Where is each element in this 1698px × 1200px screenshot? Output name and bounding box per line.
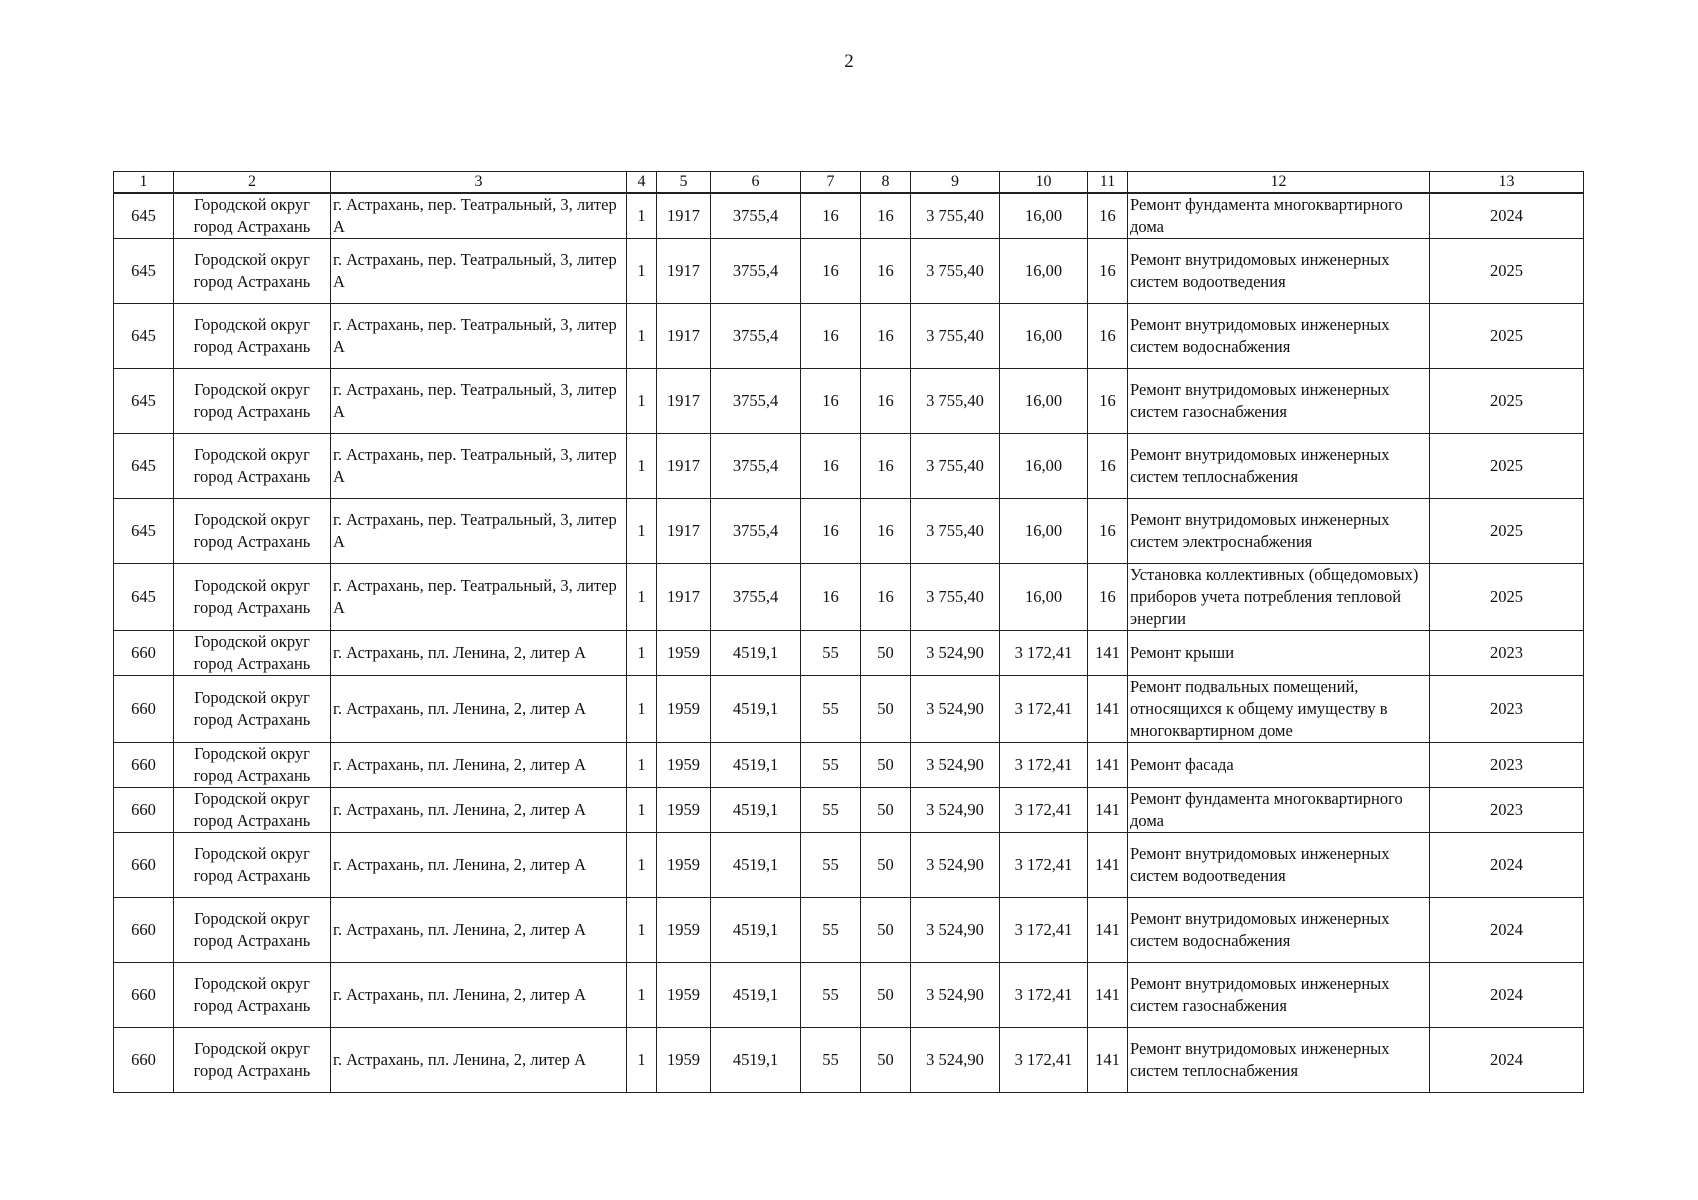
column-header-1: 1 xyxy=(114,172,174,194)
table-cell-col-11: 16 xyxy=(1088,564,1128,631)
table-cell-col-3: г. Астрахань, пер. Театральный, 3, литер А xyxy=(331,304,627,369)
table-cell-col-1: 660 xyxy=(114,743,174,788)
table-cell-col-13: 2024 xyxy=(1430,1028,1584,1093)
table-row xyxy=(114,788,1584,833)
table-cell-col-9: 3 755,40 xyxy=(911,304,1000,369)
table-cell-col-5: 1959 xyxy=(657,631,711,676)
table-cell-col-7: 16 xyxy=(801,499,861,564)
table-cell-col-1: 645 xyxy=(114,239,174,304)
table-cell-col-8: 16 xyxy=(861,499,911,564)
table-cell-col-6: 3755,4 xyxy=(711,564,801,631)
table-cell-col-7: 16 xyxy=(801,434,861,499)
table-row xyxy=(114,193,1584,239)
table-cell-col-8: 16 xyxy=(861,369,911,434)
table-cell-col-9: 3 755,40 xyxy=(911,434,1000,499)
column-header-9: 9 xyxy=(911,172,1000,194)
table-cell-col-8: 50 xyxy=(861,788,911,833)
table-cell-col-2: Городской округ город Астрахань xyxy=(174,564,331,631)
table-cell-col-4: 1 xyxy=(627,369,657,434)
table-cell-col-2: Городской округ город Астрахань xyxy=(174,239,331,304)
table-cell-col-5: 1959 xyxy=(657,833,711,898)
table-cell-col-4: 1 xyxy=(627,1028,657,1093)
table-cell-col-4: 1 xyxy=(627,963,657,1028)
table-cell-col-4: 1 xyxy=(627,239,657,304)
table-cell-col-6: 4519,1 xyxy=(711,1028,801,1093)
table-cell-col-6: 4519,1 xyxy=(711,833,801,898)
table-cell-col-3: г. Астрахань, пер. Театральный, 3, литер А xyxy=(331,193,627,239)
table-cell-col-3: г. Астрахань, пер. Театральный, 3, литер А xyxy=(331,434,627,499)
table-cell-col-11: 16 xyxy=(1088,369,1128,434)
table-cell-col-4: 1 xyxy=(627,434,657,499)
table-cell-col-3: г. Астрахань, пл. Ленина, 2, литер А xyxy=(331,743,627,788)
table-cell-col-12: Ремонт внутридомовых инженерных систем водоотведения xyxy=(1128,239,1430,304)
table-cell-col-11: 16 xyxy=(1088,434,1128,499)
table-cell-col-10: 16,00 xyxy=(1000,499,1088,564)
table-cell-col-5: 1917 xyxy=(657,499,711,564)
table-cell-col-1: 660 xyxy=(114,1028,174,1093)
table-cell-col-11: 141 xyxy=(1088,1028,1128,1093)
table-cell-col-13: 2024 xyxy=(1430,963,1584,1028)
table-cell-col-8: 16 xyxy=(861,564,911,631)
column-header-2: 2 xyxy=(174,172,331,194)
table-cell-col-11: 16 xyxy=(1088,304,1128,369)
table-cell-col-10: 3 172,41 xyxy=(1000,631,1088,676)
table-cell-col-8: 50 xyxy=(861,898,911,963)
table-cell-col-3: г. Астрахань, пл. Ленина, 2, литер А xyxy=(331,676,627,743)
table-cell-col-12: Ремонт внутридомовых инженерных систем водоснабжения xyxy=(1128,304,1430,369)
table-cell-col-8: 50 xyxy=(861,833,911,898)
table-cell-col-12: Ремонт крыши xyxy=(1128,631,1430,676)
table-cell-col-7: 16 xyxy=(801,369,861,434)
table-cell-col-9: 3 755,40 xyxy=(911,564,1000,631)
table-cell-col-4: 1 xyxy=(627,304,657,369)
table-cell-col-2: Городской округ город Астрахань xyxy=(174,898,331,963)
table-cell-col-8: 16 xyxy=(861,304,911,369)
table-cell-col-4: 1 xyxy=(627,898,657,963)
table-cell-col-4: 1 xyxy=(627,676,657,743)
column-header-11: 11 xyxy=(1088,172,1128,194)
table-cell-col-13: 2023 xyxy=(1430,676,1584,743)
table-cell-col-8: 50 xyxy=(861,631,911,676)
table-cell-col-2: Городской округ город Астрахань xyxy=(174,676,331,743)
table-cell-col-1: 660 xyxy=(114,631,174,676)
table-cell-col-12: Ремонт внутридомовых инженерных систем теплоснабжения xyxy=(1128,434,1430,499)
table-cell-col-2: Городской округ город Астрахань xyxy=(174,963,331,1028)
table-cell-col-9: 3 755,40 xyxy=(911,193,1000,239)
table-cell-col-8: 16 xyxy=(861,239,911,304)
table-cell-col-13: 2023 xyxy=(1430,631,1584,676)
table-row xyxy=(114,743,1584,788)
table-cell-col-8: 16 xyxy=(861,434,911,499)
table-cell-col-11: 141 xyxy=(1088,963,1128,1028)
column-header-3: 3 xyxy=(331,172,627,194)
table-cell-col-2: Городской округ город Астрахань xyxy=(174,369,331,434)
table-cell-col-5: 1959 xyxy=(657,963,711,1028)
table-cell-col-12: Ремонт фасада xyxy=(1128,743,1430,788)
table-cell-col-7: 16 xyxy=(801,193,861,239)
table-cell-col-3: г. Астрахань, пл. Ленина, 2, литер А xyxy=(331,788,627,833)
table-cell-col-6: 3755,4 xyxy=(711,239,801,304)
table-cell-col-10: 3 172,41 xyxy=(1000,963,1088,1028)
table-cell-col-8: 50 xyxy=(861,676,911,743)
table-cell-col-10: 3 172,41 xyxy=(1000,898,1088,963)
column-header-8: 8 xyxy=(861,172,911,194)
table-cell-col-6: 3755,4 xyxy=(711,369,801,434)
column-header-6: 6 xyxy=(711,172,801,194)
table-cell-col-2: Городской округ город Астрахань xyxy=(174,304,331,369)
table-cell-col-3: г. Астрахань, пер. Театральный, 3, литер А xyxy=(331,239,627,304)
table-cell-col-10: 3 172,41 xyxy=(1000,1028,1088,1093)
table-cell-col-3: г. Астрахань, пл. Ленина, 2, литер А xyxy=(331,833,627,898)
table-cell-col-5: 1917 xyxy=(657,369,711,434)
table-cell-col-5: 1959 xyxy=(657,898,711,963)
table-cell-col-10: 3 172,41 xyxy=(1000,743,1088,788)
table-cell-col-1: 645 xyxy=(114,369,174,434)
table-cell-col-12: Ремонт фундамента многоквартирного дома xyxy=(1128,193,1430,239)
table-cell-col-1: 660 xyxy=(114,898,174,963)
table-row xyxy=(114,564,1584,631)
table-cell-col-5: 1917 xyxy=(657,304,711,369)
table-cell-col-13: 2025 xyxy=(1430,434,1584,499)
column-header-10: 10 xyxy=(1000,172,1088,194)
table-cell-col-7: 16 xyxy=(801,564,861,631)
table-cell-col-3: г. Астрахань, пл. Ленина, 2, литер А xyxy=(331,1028,627,1093)
table-cell-col-7: 55 xyxy=(801,676,861,743)
table-cell-col-13: 2024 xyxy=(1430,833,1584,898)
table-cell-col-1: 645 xyxy=(114,304,174,369)
table-cell-col-9: 3 524,90 xyxy=(911,631,1000,676)
table-cell-col-4: 1 xyxy=(627,833,657,898)
table-cell-col-2: Городской округ город Астрахань xyxy=(174,499,331,564)
table-row xyxy=(114,833,1584,898)
table-cell-col-7: 55 xyxy=(801,833,861,898)
table-cell-col-13: 2024 xyxy=(1430,898,1584,963)
table-cell-col-11: 16 xyxy=(1088,193,1128,239)
table-cell-col-1: 645 xyxy=(114,564,174,631)
table-cell-col-8: 50 xyxy=(861,1028,911,1093)
table-cell-col-3: г. Астрахань, пер. Театральный, 3, литер А xyxy=(331,369,627,434)
table-row xyxy=(114,1028,1584,1093)
table-cell-col-1: 645 xyxy=(114,499,174,564)
table-cell-col-1: 660 xyxy=(114,676,174,743)
page-number: 2 xyxy=(844,51,854,72)
table-cell-col-10: 3 172,41 xyxy=(1000,788,1088,833)
table-cell-col-8: 50 xyxy=(861,743,911,788)
table-row xyxy=(114,434,1584,499)
table-cell-col-7: 55 xyxy=(801,631,861,676)
table-cell-col-5: 1917 xyxy=(657,239,711,304)
table-cell-col-7: 55 xyxy=(801,898,861,963)
table-cell-col-4: 1 xyxy=(627,499,657,564)
table-cell-col-9: 3 524,90 xyxy=(911,963,1000,1028)
table-cell-col-9: 3 755,40 xyxy=(911,369,1000,434)
table-body xyxy=(114,193,1584,1093)
table-cell-col-7: 55 xyxy=(801,963,861,1028)
table-cell-col-13: 2025 xyxy=(1430,369,1584,434)
table-cell-col-12: Ремонт внутридомовых инженерных систем электроснабжения xyxy=(1128,499,1430,564)
table-cell-col-11: 16 xyxy=(1088,239,1128,304)
table-cell-col-7: 16 xyxy=(801,239,861,304)
column-header-7: 7 xyxy=(801,172,861,194)
table-cell-col-12: Ремонт внутридомовых инженерных систем теплоснабжения xyxy=(1128,1028,1430,1093)
table-cell-col-8: 50 xyxy=(861,963,911,1028)
column-header-4: 4 xyxy=(627,172,657,194)
table-row xyxy=(114,963,1584,1028)
table-cell-col-10: 16,00 xyxy=(1000,193,1088,239)
table-cell-col-3: г. Астрахань, пер. Театральный, 3, литер А xyxy=(331,499,627,564)
table-cell-col-11: 141 xyxy=(1088,788,1128,833)
table-cell-col-7: 55 xyxy=(801,1028,861,1093)
table-cell-col-1: 660 xyxy=(114,833,174,898)
table-cell-col-3: г. Астрахань, пер. Театральный, 3, литер А xyxy=(331,564,627,631)
table-cell-col-11: 141 xyxy=(1088,631,1128,676)
table-cell-col-11: 141 xyxy=(1088,898,1128,963)
table-cell-col-2: Городской округ город Астрахань xyxy=(174,743,331,788)
table-cell-col-4: 1 xyxy=(627,564,657,631)
table-cell-col-9: 3 524,90 xyxy=(911,898,1000,963)
table-cell-col-11: 141 xyxy=(1088,833,1128,898)
table-cell-col-13: 2024 xyxy=(1430,193,1584,239)
table-cell-col-5: 1959 xyxy=(657,1028,711,1093)
table-cell-col-9: 3 755,40 xyxy=(911,239,1000,304)
table-cell-col-7: 55 xyxy=(801,743,861,788)
table-cell-col-4: 1 xyxy=(627,193,657,239)
table-cell-col-5: 1917 xyxy=(657,564,711,631)
table-cell-col-1: 660 xyxy=(114,788,174,833)
table-cell-col-2: Городской округ город Астрахань xyxy=(174,1028,331,1093)
table-cell-col-3: г. Астрахань, пл. Ленина, 2, литер А xyxy=(331,631,627,676)
table-cell-col-5: 1959 xyxy=(657,743,711,788)
table-cell-col-2: Городской округ город Астрахань xyxy=(174,193,331,239)
table-cell-col-12: Ремонт внутридомовых инженерных систем газоснабжения xyxy=(1128,369,1430,434)
table-cell-col-10: 16,00 xyxy=(1000,369,1088,434)
table-cell-col-2: Городской округ город Астрахань xyxy=(174,631,331,676)
table-cell-col-6: 4519,1 xyxy=(711,898,801,963)
table-cell-col-4: 1 xyxy=(627,743,657,788)
table-cell-col-3: г. Астрахань, пл. Ленина, 2, литер А xyxy=(331,898,627,963)
table-cell-col-2: Городской округ город Астрахань xyxy=(174,788,331,833)
table-cell-col-5: 1959 xyxy=(657,788,711,833)
table-cell-col-1: 645 xyxy=(114,434,174,499)
table-cell-col-10: 16,00 xyxy=(1000,564,1088,631)
table-cell-col-9: 3 524,90 xyxy=(911,833,1000,898)
table-cell-col-6: 4519,1 xyxy=(711,963,801,1028)
table-cell-col-6: 3755,4 xyxy=(711,304,801,369)
column-header-13: 13 xyxy=(1430,172,1584,194)
table-row xyxy=(114,631,1584,676)
table-cell-col-6: 4519,1 xyxy=(711,631,801,676)
table-cell-col-6: 4519,1 xyxy=(711,788,801,833)
table-cell-col-12: Ремонт внутридомовых инженерных систем газоснабжения xyxy=(1128,963,1430,1028)
table-cell-col-1: 645 xyxy=(114,193,174,239)
table-cell-col-12: Ремонт фундамента многоквартирного дома xyxy=(1128,788,1430,833)
table-cell-col-5: 1959 xyxy=(657,676,711,743)
table-cell-col-12: Ремонт подвальных помещений, относящихся к общему имуществу в многоквартирном доме xyxy=(1128,676,1430,743)
table-cell-col-11: 16 xyxy=(1088,499,1128,564)
table-row xyxy=(114,304,1584,369)
table-row xyxy=(114,676,1584,743)
table-cell-col-13: 2025 xyxy=(1430,564,1584,631)
table-cell-col-13: 2025 xyxy=(1430,499,1584,564)
table-cell-col-6: 3755,4 xyxy=(711,193,801,239)
table-row xyxy=(114,369,1584,434)
table-cell-col-9: 3 755,40 xyxy=(911,499,1000,564)
table-cell-col-11: 141 xyxy=(1088,743,1128,788)
table-cell-col-13: 2025 xyxy=(1430,304,1584,369)
table-cell-col-9: 3 524,90 xyxy=(911,1028,1000,1093)
table-cell-col-3: г. Астрахань, пл. Ленина, 2, литер А xyxy=(331,963,627,1028)
table-cell-col-10: 3 172,41 xyxy=(1000,833,1088,898)
table-cell-col-7: 55 xyxy=(801,788,861,833)
table-cell-col-9: 3 524,90 xyxy=(911,743,1000,788)
table-cell-col-6: 3755,4 xyxy=(711,499,801,564)
table-cell-col-6: 4519,1 xyxy=(711,676,801,743)
table-cell-col-10: 16,00 xyxy=(1000,239,1088,304)
table-cell-col-10: 16,00 xyxy=(1000,304,1088,369)
table-cell-col-7: 16 xyxy=(801,304,861,369)
table-cell-col-10: 16,00 xyxy=(1000,434,1088,499)
table-cell-col-4: 1 xyxy=(627,631,657,676)
table-cell-col-13: 2025 xyxy=(1430,239,1584,304)
table-row xyxy=(114,239,1584,304)
table-row xyxy=(114,499,1584,564)
table-cell-col-12: Ремонт внутридомовых инженерных систем водоснабжения xyxy=(1128,898,1430,963)
table-cell-col-13: 2023 xyxy=(1430,788,1584,833)
table-cell-col-6: 4519,1 xyxy=(711,743,801,788)
table-cell-col-4: 1 xyxy=(627,788,657,833)
column-header-5: 5 xyxy=(657,172,711,194)
table-cell-col-5: 1917 xyxy=(657,193,711,239)
table-cell-col-5: 1917 xyxy=(657,434,711,499)
table-cell-col-2: Городской округ город Астрахань xyxy=(174,434,331,499)
table-cell-col-12: Установка коллективных (общедомовых) приборов учета потребления тепловой энергии xyxy=(1128,564,1430,631)
table-cell-col-11: 141 xyxy=(1088,676,1128,743)
table-cell-col-9: 3 524,90 xyxy=(911,788,1000,833)
table-cell-col-9: 3 524,90 xyxy=(911,676,1000,743)
table-row xyxy=(114,898,1584,963)
table-cell-col-2: Городской округ город Астрахань xyxy=(174,833,331,898)
table-cell-col-13: 2023 xyxy=(1430,743,1584,788)
column-header-12: 12 xyxy=(1128,172,1430,194)
table-cell-col-1: 660 xyxy=(114,963,174,1028)
table-cell-col-8: 16 xyxy=(861,193,911,239)
table-cell-col-10: 3 172,41 xyxy=(1000,676,1088,743)
table-cell-col-6: 3755,4 xyxy=(711,434,801,499)
header-row xyxy=(114,172,1584,194)
table-cell-col-12: Ремонт внутридомовых инженерных систем водоотведения xyxy=(1128,833,1430,898)
capital-repair-table xyxy=(113,171,1584,1093)
